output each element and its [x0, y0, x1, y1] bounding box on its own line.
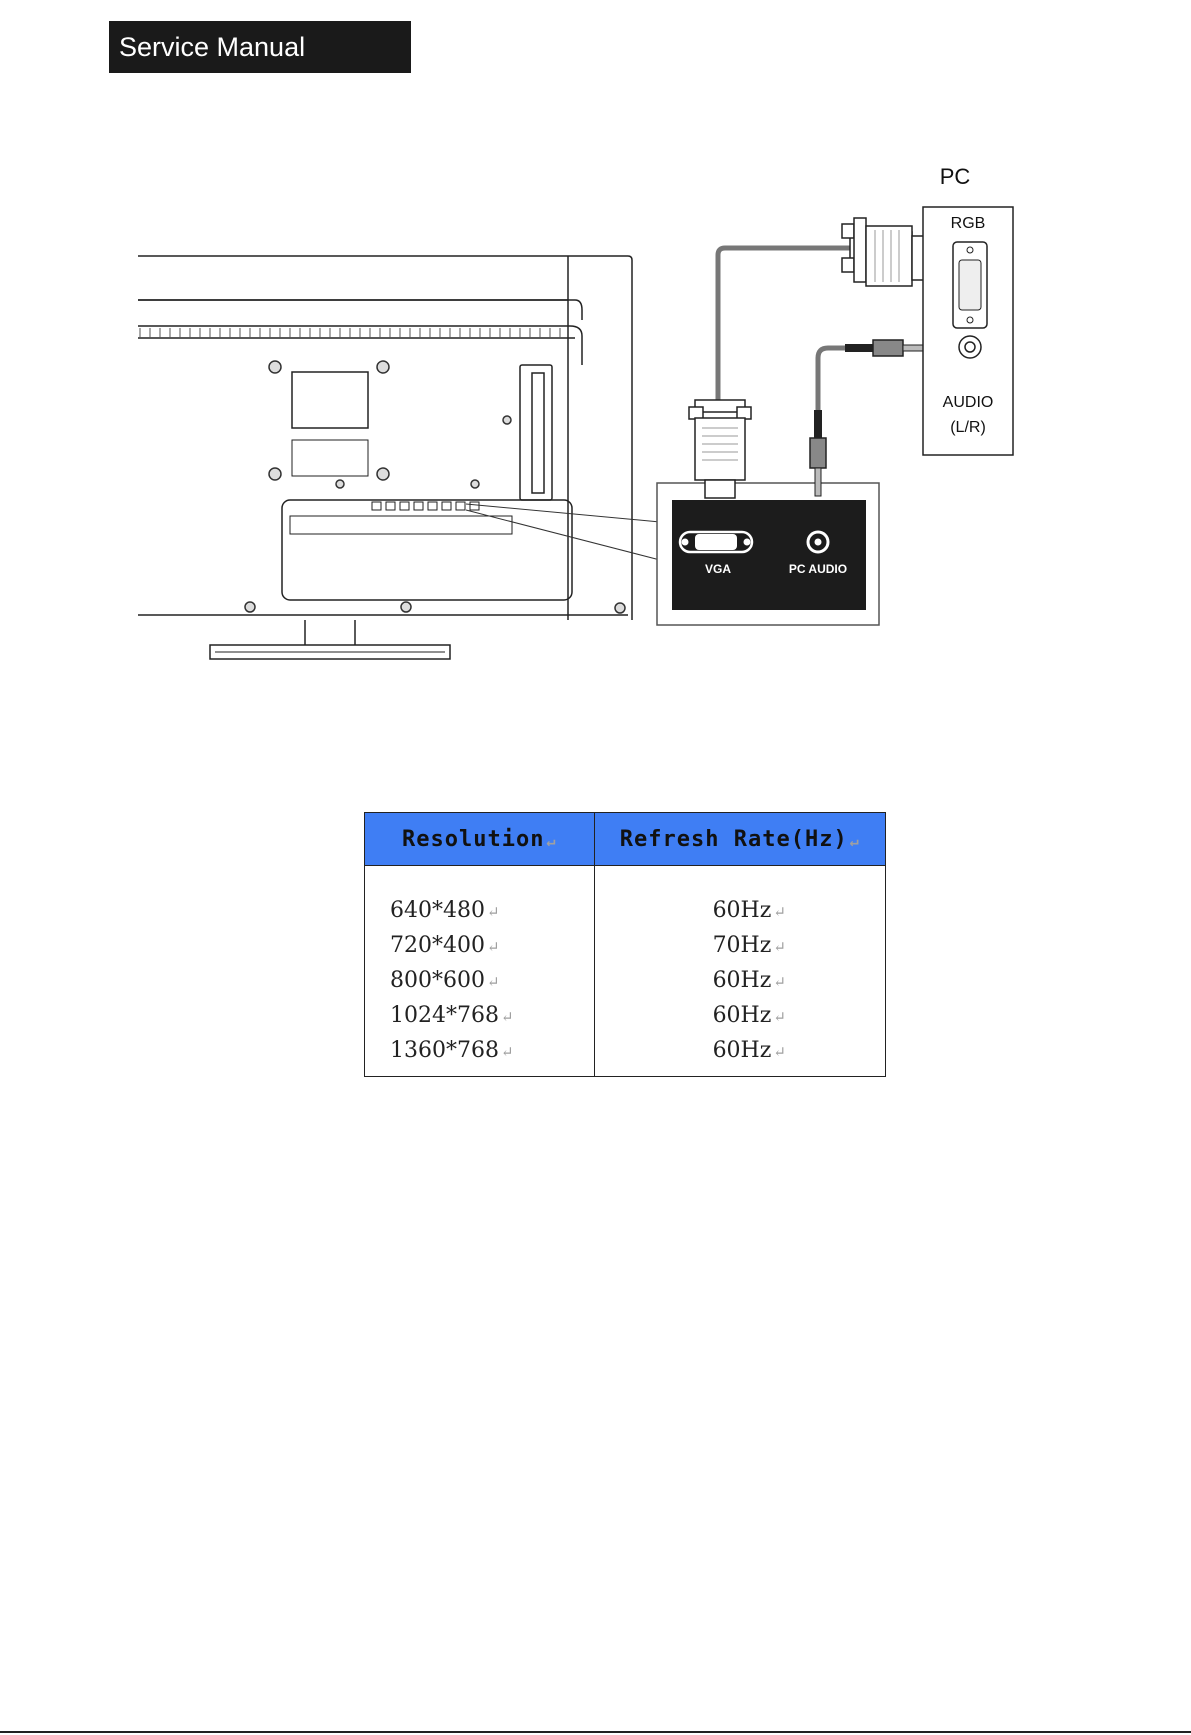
tv-rear-ports: [372, 502, 479, 510]
resolution-value: 720*400 ↵: [390, 933, 500, 958]
vga-cable: [689, 218, 924, 498]
resolution-table: [364, 812, 886, 1077]
audio-cable: [810, 340, 936, 496]
rgb-label: RGB: [950, 215, 986, 232]
refresh-rate-value: 60Hz ↵: [712, 1003, 786, 1028]
audio-lr-label: (L/R): [950, 419, 986, 436]
resolution-value: 1360*768 ↵: [390, 1038, 514, 1063]
vga-port-label: VGA: [704, 562, 732, 576]
pc-connection-diagram: [130, 160, 1030, 670]
page-header-title: Service Manual: [109, 21, 411, 73]
table-header-row: [365, 813, 886, 866]
refresh-rate-value: 60Hz ↵: [712, 1038, 786, 1063]
resolution-column: [365, 866, 595, 1077]
pc-panel: [923, 164, 1013, 455]
resolution-value: 1024*768 ↵: [390, 1003, 514, 1028]
pc-audio-port-label: PC AUDIO: [788, 562, 848, 576]
refresh-rate-value: 60Hz ↵: [712, 968, 786, 993]
refresh-rate-column: [594, 866, 885, 1077]
pc-label: PC: [939, 164, 971, 189]
resolution-value: 640*480 ↵: [390, 898, 500, 923]
table-row: [365, 866, 886, 1077]
refresh-rate-value: 60Hz ↵: [712, 898, 786, 923]
refresh-rate-value: 70Hz ↵: [712, 933, 786, 958]
port-zoom-callout: [466, 483, 879, 625]
footer-rule: [0, 1731, 1191, 1733]
audio-label: AUDIO: [942, 394, 994, 411]
tv-vent-slots: [140, 328, 560, 338]
resolution-value: 800*600 ↵: [390, 968, 500, 993]
resolution-column-header: Resolution ↵: [365, 813, 595, 866]
tv-back-illustration: [138, 256, 632, 659]
refresh-rate-column-header: Refresh Rate(Hz) ↵: [594, 813, 885, 866]
